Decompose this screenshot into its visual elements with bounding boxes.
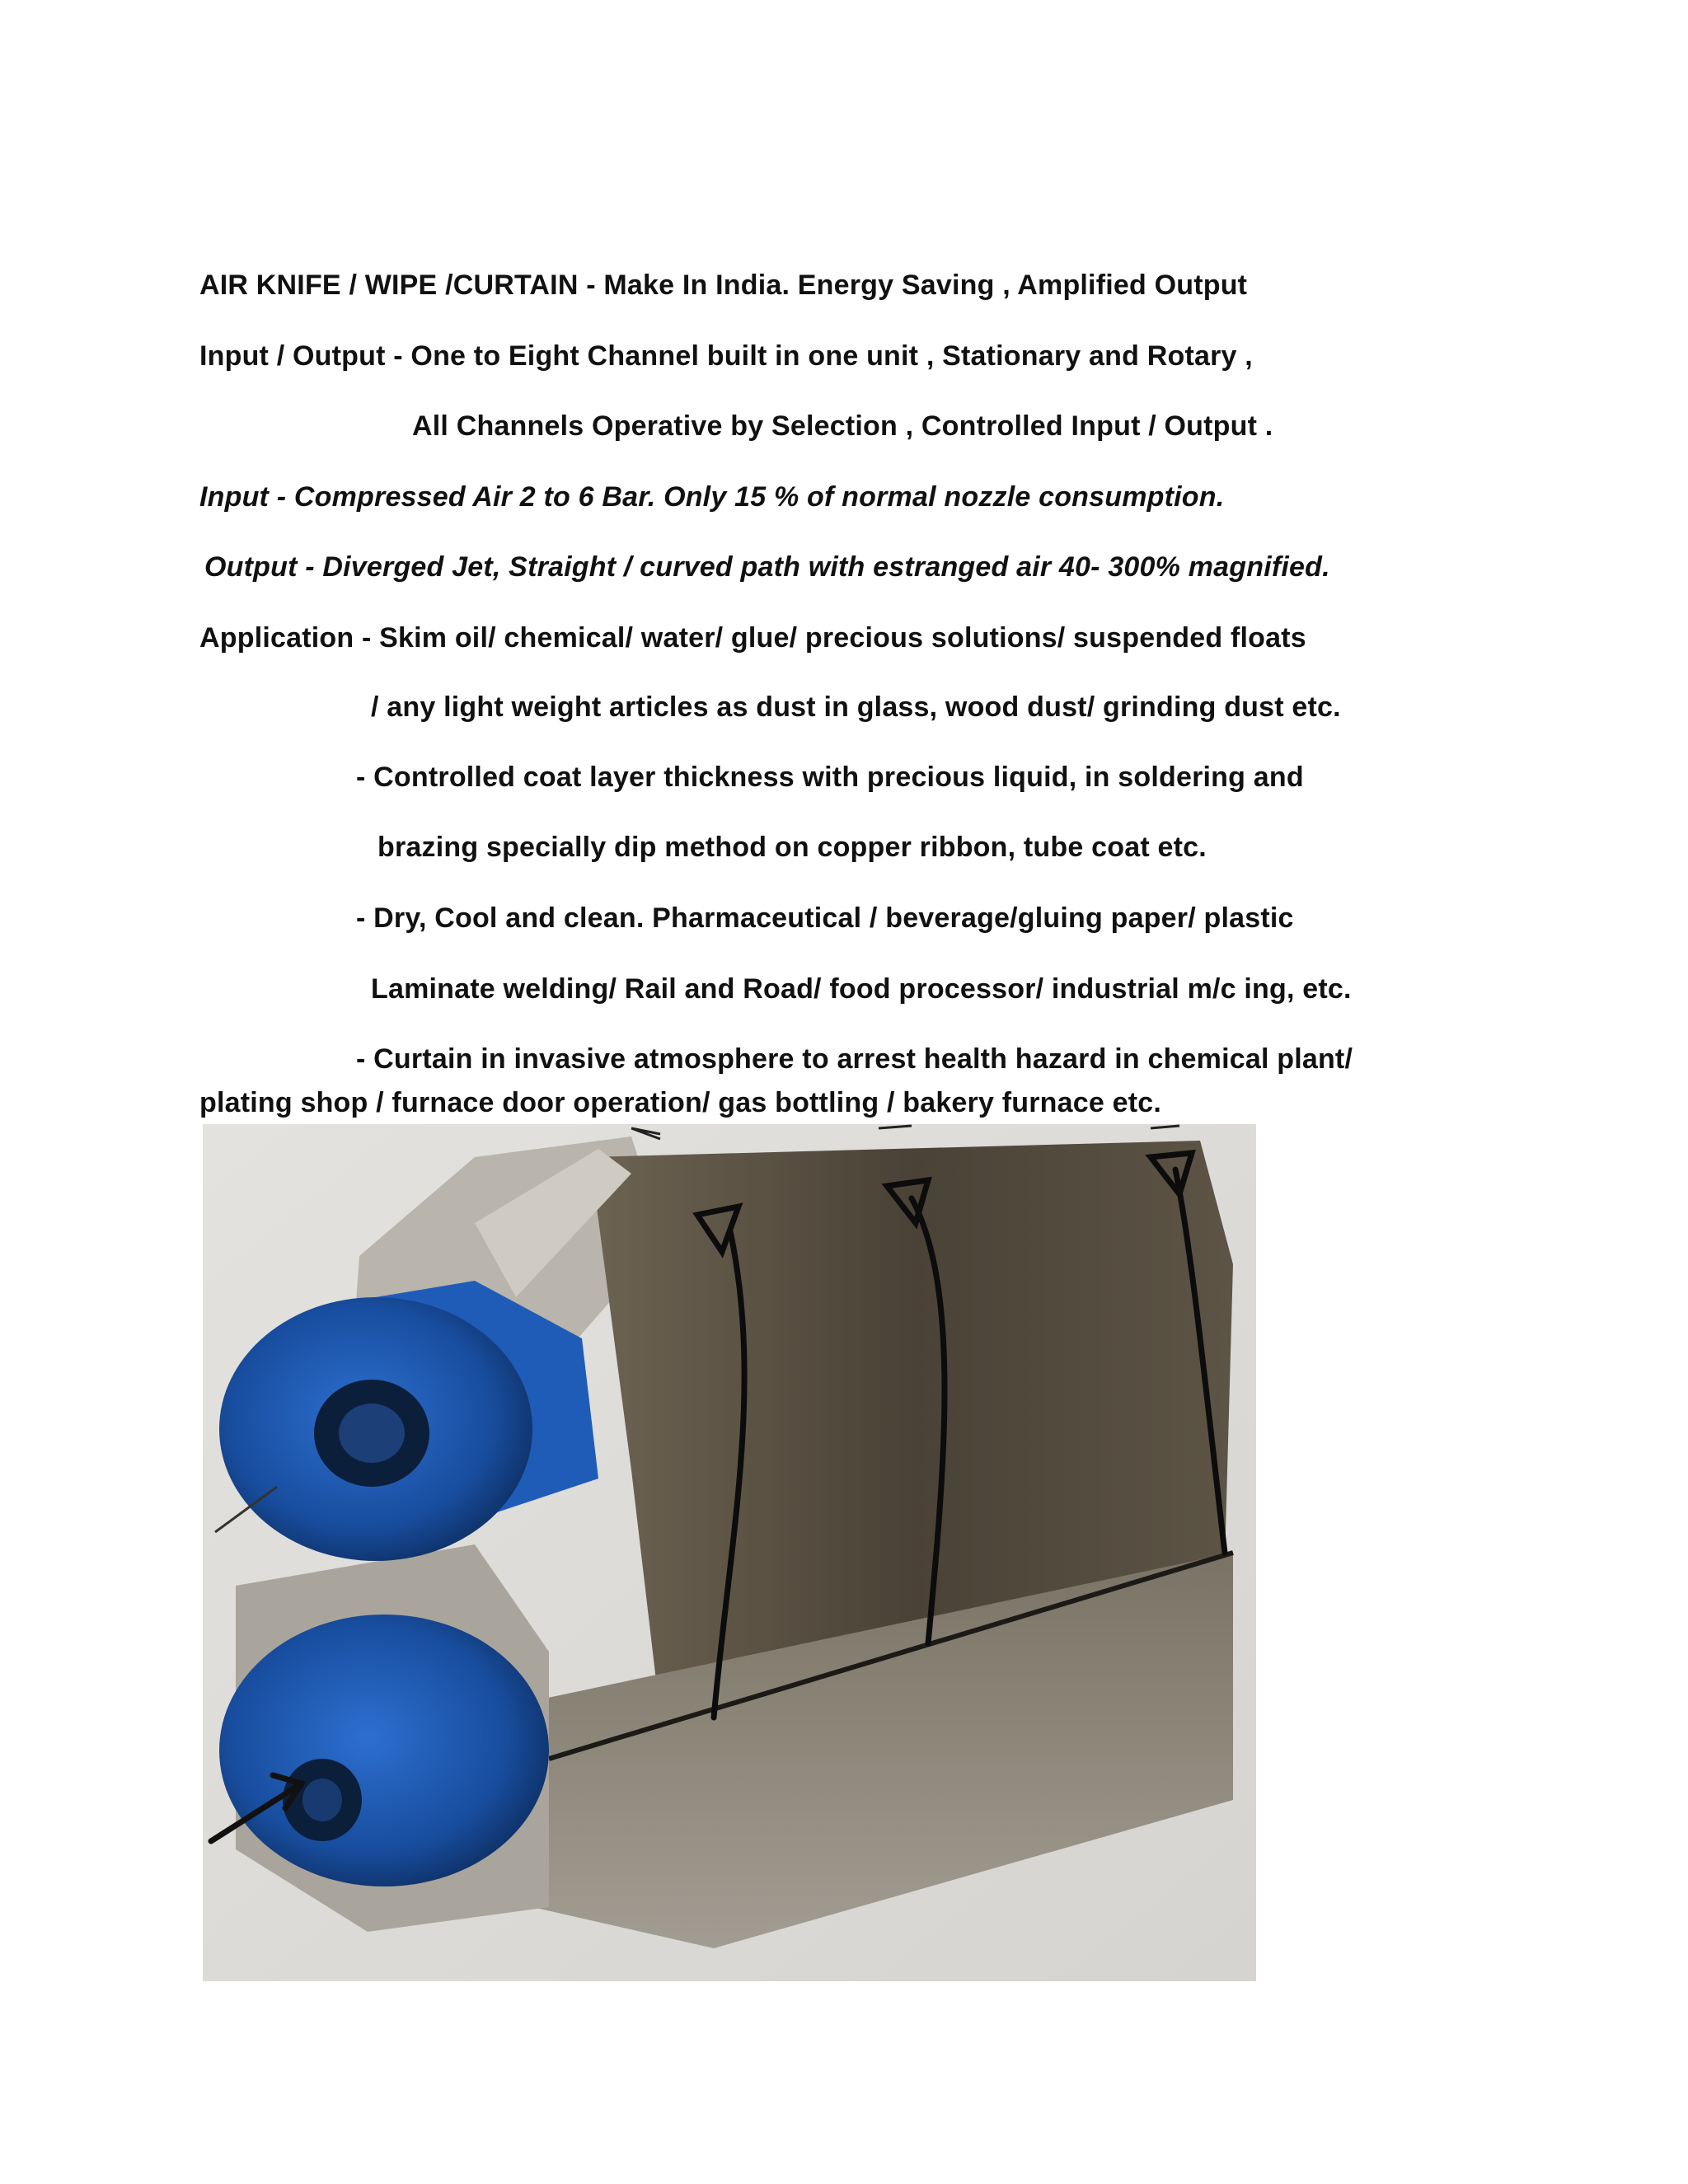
application-line-2: / any light weight articles as dust in glass, wood dust/ grinding dust etc. [371, 691, 1341, 723]
input-output-line: Input / Output - One to Eight Channel built in one unit , Stationary and Rotary , [199, 340, 1253, 372]
output-spec-line: Output - Diverged Jet, Straight / curved path with estranged air 40- 300% magnified. [204, 551, 1330, 583]
application-line: Application - Skim oil/ chemical/ water/ glue/ precious solutions/ suspended floats [199, 622, 1306, 654]
lower-bore-inner [302, 1779, 342, 1821]
input-spec-line: Input - Compressed Air 2 to 6 Bar. Only 15 % of normal nozzle consumption. [199, 481, 1225, 513]
application-line-4: brazing specially dip method on copper ribbon, tube coat etc. [377, 832, 1207, 863]
upper-bore-inner [339, 1404, 405, 1463]
application-line-7: - Curtain in invasive atmosphere to arrest health hazard in chemical plant/ [356, 1043, 1353, 1075]
channels-line: All Channels Operative by Selection , Controlled Input / Output . [412, 410, 1273, 442]
lower-fitting-cap [219, 1615, 549, 1886]
application-line-6: Laminate welding/ Rail and Road/ food processor/ industrial m/c ing, etc. [371, 973, 1352, 1005]
title-line: AIR KNIFE / WIPE /CURTAIN - Make In India. Energy Saving , Amplified Output [199, 269, 1248, 301]
application-line-3: - Controlled coat layer thickness with precious liquid, in soldering and [356, 762, 1304, 793]
air-knife-photo [203, 1124, 1256, 1981]
application-line-8: plating shop / furnace door operation/ gas bottling / bakery furnace etc. [199, 1087, 1161, 1118]
application-line-5: - Dry, Cool and clean. Pharmaceutical / beverage/gluing paper/ plastic [356, 902, 1294, 934]
